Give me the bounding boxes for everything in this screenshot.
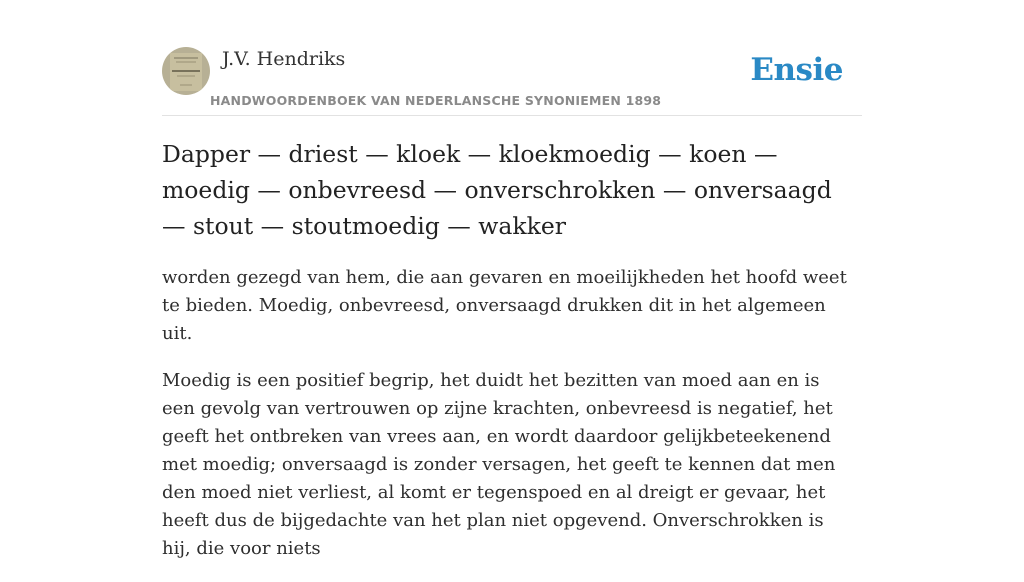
- entry-paragraph: Moedig is een positief begrip, het duidt het bezitten van moed aan en is een gevolg van vertrouwen op zijne krachten, onbevreesd is negatief, het geeft het ontbreken van vrees aan, en wordt daardoor gelijkbeteekenend met moedig; onversaagd is zonder versagen, het geeft te kennen dat men den moed niet verliest, al komt er tegenspoed en al dreigt er gevaar, het heeft dus de bijgedachte van het plan niet opgevend. Onverschrokken is hij, die voor niets: [162, 370, 836, 559]
- avatar[interactable]: [162, 47, 210, 95]
- entry-body: [162, 264, 852, 582]
- source-title[interactable]: HANDWOORDENBOEK VAN NEDERLANSCHE SYNONIEMEN 1898: [210, 93, 662, 108]
- book-cover-icon: [162, 47, 210, 95]
- divider: [162, 115, 862, 116]
- brand-logo[interactable]: Ensie: [750, 52, 843, 88]
- author-name[interactable]: J.V. Hendriks: [222, 48, 346, 70]
- entry-title: Dapper — driest — kloek — kloekmoedig — koen — moedig — onbevreesd — onverschrokken — onversaagd — stout — stoutmoedig — wakker: [162, 140, 832, 240]
- entry-paragraph: worden gezegd van hem, die aan gevaren en moeilijkheden het hoofd weet te bieden. Moedig, onbevreesd, onversaagd drukken dit in het algemeen uit.: [162, 267, 847, 344]
